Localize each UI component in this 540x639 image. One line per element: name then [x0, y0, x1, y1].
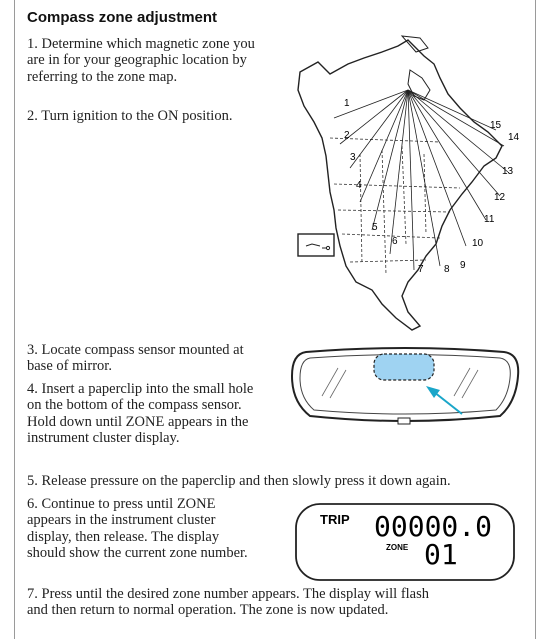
instrument-display-figure — [294, 502, 516, 582]
step-5: 5. Release pressure on the paperclip and then slowly press it down again. — [27, 473, 451, 489]
step-4: 4. Insert a paperclip into the small hole on the bottom of the compass sensor. Hold down until ZONE appears in the instrument cluster display. — [27, 381, 254, 447]
continent-outline — [298, 40, 502, 330]
zone-number-15: 15 — [490, 120, 502, 131]
zone-number-13: 13 — [502, 166, 514, 177]
mirror-mount — [398, 418, 410, 424]
step-6: 6. Continue to press until ZONE appears in the instrument cluster display, then release. The display should show the current zone number. — [27, 496, 248, 562]
island-outline — [402, 36, 428, 52]
step-2: 2. Turn ignition to the ON position. — [27, 108, 233, 124]
trip-label: TRIP — [320, 512, 350, 527]
inset-dot — [326, 246, 329, 249]
zone-number-11: 11 — [484, 214, 495, 225]
step-1: 1. Determine which magnetic zone you are in for your geographic location by referring to the zone map. — [27, 36, 255, 85]
zone-number-7: 7 — [418, 264, 424, 275]
step-7: 7. Press until the desired zone number appears. The display will flash and then return to normal operation. The zone is now updated. — [27, 586, 430, 619]
zone-number-8: 8 — [444, 264, 450, 275]
rearview-mirror-figure — [286, 346, 524, 430]
zone-number-2: 2 — [344, 130, 350, 141]
zone-number-5: 5 — [372, 222, 378, 233]
trip-value: 00000.0 — [374, 510, 493, 543]
inset-marks — [306, 244, 326, 248]
zone-number-10: 10 — [472, 238, 484, 249]
zone-number-14: 14 — [508, 132, 520, 143]
zone-number-12: 12 — [494, 192, 506, 203]
zone-number-4: 4 — [356, 180, 362, 191]
step-3: 3. Locate compass sensor mounted at base of mirror. — [27, 342, 244, 375]
compass-sensor-highlight — [374, 354, 434, 380]
zone-number-9: 9 — [460, 260, 466, 271]
zone-number-1: 1 — [344, 98, 350, 109]
zone-map-figure — [290, 34, 530, 334]
zone-label: ZONE — [386, 543, 409, 552]
zone-number-6: 6 — [392, 236, 398, 247]
zone-value: 01 — [424, 538, 458, 571]
zone-number-3: 3 — [350, 152, 356, 163]
page-title: Compass zone adjustment — [27, 9, 218, 26]
